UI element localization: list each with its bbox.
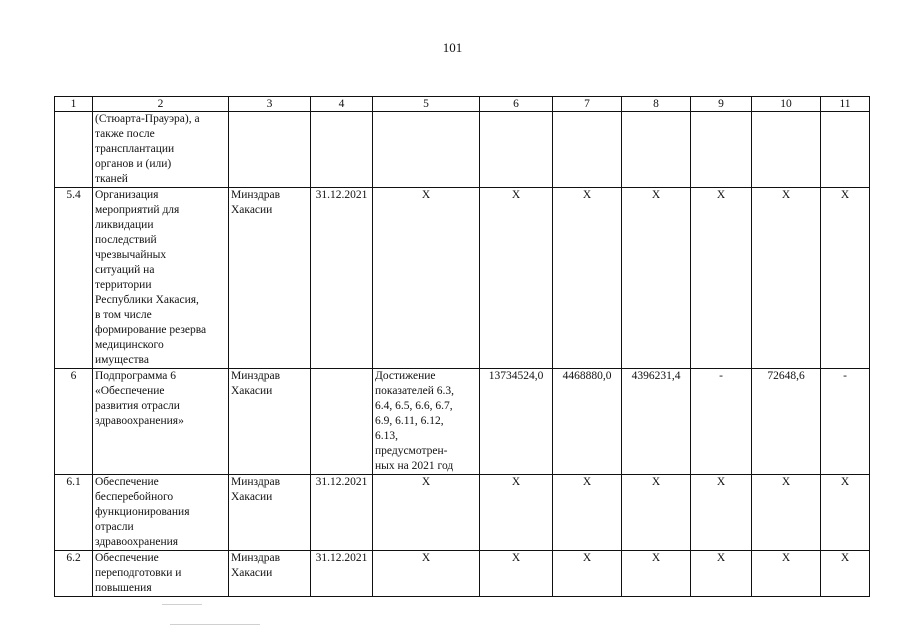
value-cell: X (691, 475, 752, 551)
value-cell: X (752, 188, 821, 369)
value-cell: X (480, 551, 553, 597)
column-number: 1 (55, 97, 93, 112)
value-cell: - (821, 369, 870, 475)
result-cell: Достижение показателей 6.3, 6.4, 6.5, 6.6, 6.7, 6.9, 6.11, 6.12, 6.13, предусмотрен- ных на 2021 год (373, 369, 480, 475)
result-cell (373, 112, 480, 188)
value-cell: X (553, 188, 622, 369)
column-number: 3 (229, 97, 311, 112)
row-number-cell: 6 (55, 369, 93, 475)
row-number-cell: 6.2 (55, 551, 93, 597)
value-cell: - (691, 369, 752, 475)
deadline-cell (311, 369, 373, 475)
value-cell: X (553, 551, 622, 597)
value-cell: X (821, 475, 870, 551)
deadline-cell: 31.12.2021 (311, 551, 373, 597)
deadline-cell (311, 112, 373, 188)
deadline-cell: 31.12.2021 (311, 188, 373, 369)
value-cell: X (691, 188, 752, 369)
column-number: 6 (480, 97, 553, 112)
column-number: 7 (553, 97, 622, 112)
measure-name-cell: Подпрограмма 6 «Обеспечение развития отрасли здравоохранения» (93, 369, 229, 475)
result-cell: X (373, 551, 480, 597)
table-row-6-2 (55, 551, 870, 597)
column-number: 2 (93, 97, 229, 112)
value-cell: 4468880,0 (553, 369, 622, 475)
value-cell (553, 112, 622, 188)
measure-name-cell: Обеспечение бесперебойного функционирования отрасли здравоохранения (93, 475, 229, 551)
value-cell (691, 112, 752, 188)
value-cell: X (622, 551, 691, 597)
value-cell: 13734524,0 (480, 369, 553, 475)
value-cell (821, 112, 870, 188)
measure-name-cell: Обеспечение переподготовки и повышения (93, 551, 229, 597)
value-cell: X (821, 188, 870, 369)
executor-cell (229, 112, 311, 188)
column-number: 8 (622, 97, 691, 112)
value-cell: X (553, 475, 622, 551)
table-row-6-1 (55, 475, 870, 551)
value-cell: 4396231,4 (622, 369, 691, 475)
value-cell: X (480, 475, 553, 551)
column-number: 5 (373, 97, 480, 112)
measure-name-cell: (Стюарта-Прауэра), а также после трансплантации органов и (или) тканей (93, 112, 229, 188)
table-row-6 (55, 369, 870, 475)
row-number-cell (55, 112, 93, 188)
value-cell: 72648,6 (752, 369, 821, 475)
value-cell: X (691, 551, 752, 597)
value-cell: X (622, 475, 691, 551)
program-table (54, 96, 870, 597)
page-number: 101 (442, 40, 463, 55)
value-cell: X (752, 475, 821, 551)
value-cell: X (752, 551, 821, 597)
measure-name-cell: Организация мероприятий для ликвидации последствий чрезвычайных ситуаций на территории Республики Хакасия, в том числе формирование резерва медицинского имущества (93, 188, 229, 369)
column-number-row (55, 97, 870, 112)
executor-cell: Минздрав Хакасии (229, 188, 311, 369)
deadline-cell: 31.12.2021 (311, 475, 373, 551)
table-row-continuation (55, 112, 870, 188)
row-number-cell: 5.4 (55, 188, 93, 369)
executor-cell: Минздрав Хакасии (229, 475, 311, 551)
value-cell: X (480, 188, 553, 369)
column-number: 9 (691, 97, 752, 112)
executor-cell: Минздрав Хакасии (229, 551, 311, 597)
column-number: 11 (821, 97, 870, 112)
column-number: 10 (752, 97, 821, 112)
value-cell (480, 112, 553, 188)
value-cell: X (622, 188, 691, 369)
result-cell: X (373, 188, 480, 369)
value-cell (752, 112, 821, 188)
value-cell: X (821, 551, 870, 597)
executor-cell: Минздрав Хакасии (229, 369, 311, 475)
scan-artifact (160, 598, 280, 632)
table-row-5-4 (55, 188, 870, 369)
row-number-cell: 6.1 (55, 475, 93, 551)
value-cell (622, 112, 691, 188)
column-number: 4 (311, 97, 373, 112)
result-cell: X (373, 475, 480, 551)
